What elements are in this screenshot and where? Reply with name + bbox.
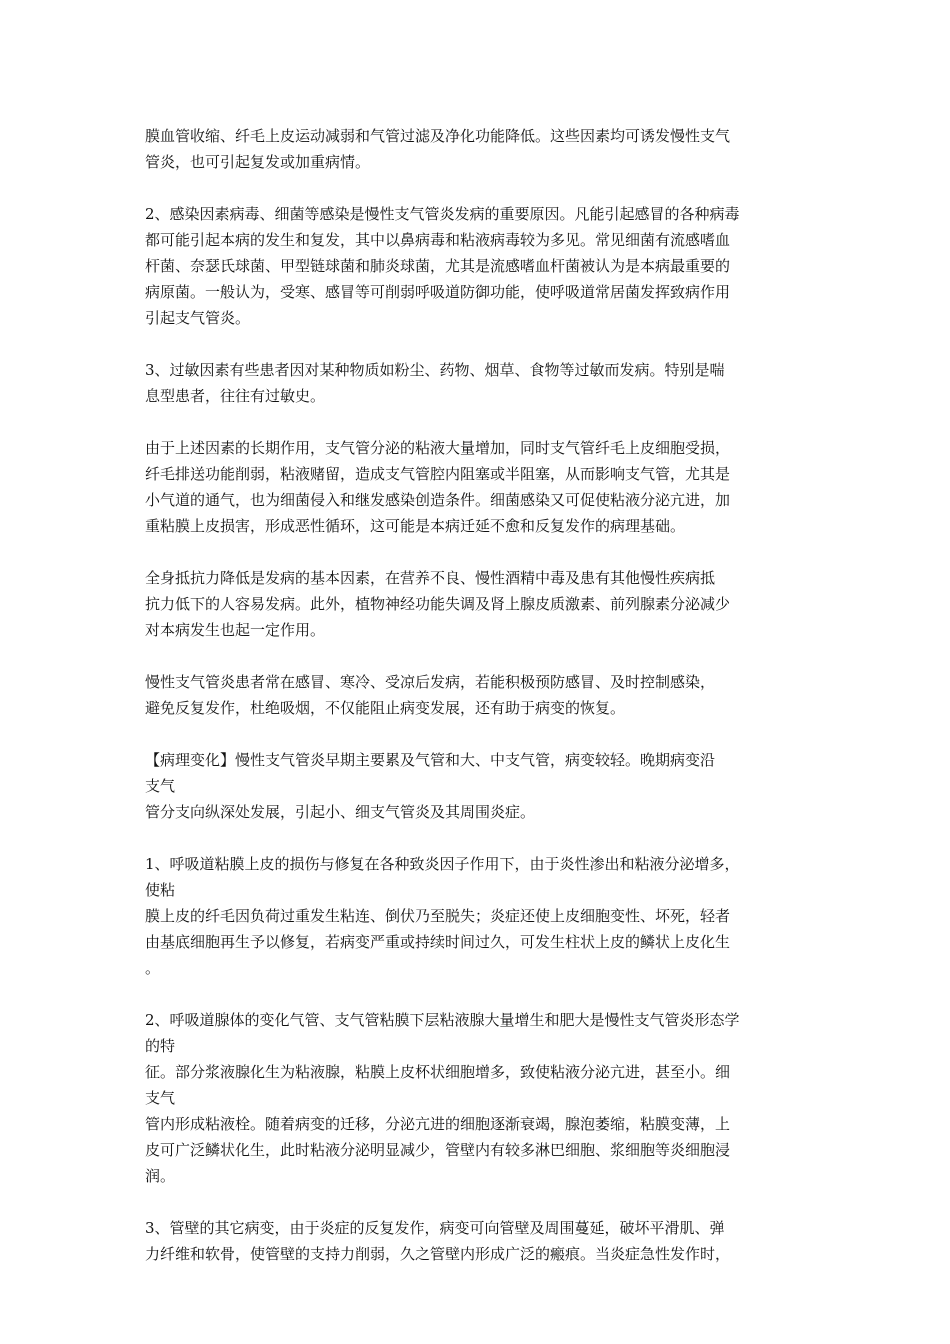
paragraph	[145, 1007, 813, 1189]
text-line: 2、呼吸道腺体的变化气管、支气管粘膜下层粘液腺大量增生和肥大是慢性支气管炎形态学	[145, 1011, 740, 1029]
text-line: 2、感染因素病毒、细菌等感染是慢性支气管炎发病的重要原因。凡能引起感冒的各种病毒	[145, 205, 740, 223]
paragraph	[145, 435, 813, 539]
text-line: 引起支气管炎。	[145, 309, 251, 327]
text-line: 3、过敏因素有些患者因对某种物质如粉尘、药物、烟草、食物等过敏而发病。特别是喘	[145, 361, 725, 379]
text-line: 全身抵抗力降低是发病的基本因素，在营养不良、慢性酒精中毒及患有其他慢性疾病抵	[145, 569, 716, 587]
text-line: 纤毛排送功能削弱，粘液赌留，造成支气管腔内阻塞或半阻塞，从而影响支气管，尤其是	[145, 465, 731, 483]
text-line: 支气	[145, 777, 176, 795]
text-line: 使粘	[145, 881, 176, 899]
paragraph	[145, 357, 813, 409]
text-line: 膜上皮的纤毛因负荷过重发生粘连、倒伏乃至脱失；炎症还使上皮细胞变性、坏死，轻者	[145, 907, 731, 925]
text-line: 慢性支气管炎患者常在感冒、寒冷、受凉后发病，若能积极预防感冒、及时控制感染，	[145, 673, 716, 691]
text-line: 膜血管收缩、纤毛上皮运动减弱和气管过滤及净化功能降低。这些因素均可诱发慢性支气	[145, 127, 731, 145]
text-line: 1、呼吸道粘膜上皮的损伤与修复在各种致炎因子作用下，由于炎性渗出和粘液分泌增多，	[145, 855, 740, 873]
text-line: 息型患者，往往有过敏史。	[145, 387, 326, 405]
text-line: 抗力低下的人容易发病。此外，植物神经功能失调及肾上腺皮质激素、前列腺素分泌减少	[145, 595, 731, 613]
paragraph	[145, 669, 813, 721]
text-line: 管分支向纵深处发展，引起小、细支气管炎及其周围炎症。	[145, 803, 536, 821]
text-line: 管炎，也可引起复发或加重病情。	[145, 153, 371, 171]
text-line: 管内形成粘液栓。随着病变的迁移，分泌亢进的细胞逐渐衰竭，腺泡萎缩，粘膜变薄，上	[145, 1115, 731, 1133]
text-line: 皮可广泛鳞状化生，此时粘液分泌明显减少，管壁内有较多淋巴细胞、浆细胞等炎细胞浸	[145, 1141, 731, 1159]
text-line: 由基底细胞再生予以修复，若病变严重或持续时间过久，可发生柱状上皮的鳞状上皮化生	[145, 933, 731, 951]
text-line: 征。部分浆液腺化生为粘液腺，粘膜上皮杯状细胞增多，致使粘液分泌亢进，甚至小。细	[145, 1063, 731, 1081]
text-line: 支气	[145, 1089, 176, 1107]
text-line: 3、管壁的其它病变，由于炎症的反复发作，病变可向管壁及周围蔓延，破坏平滑肌、弹	[145, 1219, 725, 1237]
text-line: 润。	[145, 1167, 176, 1185]
text-line: 避免反复发作，杜绝吸烟，不仅能阻止病变发展，还有助于病变的恢复。	[145, 699, 626, 717]
text-line: 小气道的通气，也为细菌侵入和继发感染创造条件。细菌感染又可促使粘液分泌亢进，加	[145, 491, 731, 509]
paragraph	[145, 565, 813, 643]
paragraph	[145, 201, 813, 331]
paragraph	[145, 1215, 813, 1267]
text-line: 重粘膜上皮损害，形成恶性循环，这可能是本病迁延不愈和反复发作的病理基础。	[145, 517, 686, 535]
text-line: 力纤维和软骨，使管壁的支持力削弱，久之管壁内形成广泛的瘢痕。当炎症急性发作时，	[145, 1245, 731, 1263]
text-line: 【病理变化】慢性支气管炎早期主要累及气管和大、中支气管，病变较轻。晚期病变沿	[145, 751, 716, 769]
paragraph	[145, 747, 813, 825]
text-line: 。	[145, 959, 161, 977]
text-line: 由于上述因素的长期作用，支气管分泌的粘液大量增加，同时支气管纤毛上皮细胞受损，	[145, 439, 731, 457]
text-line: 都可能引起本病的发生和复发，其中以鼻病毒和粘液病毒较为多见。常见细菌有流感嗜血	[145, 231, 731, 249]
text-line: 杆菌、奈瑟氏球菌、甲型链球菌和肺炎球菌，尤其是流感嗜血杆菌被认为是本病最重要的	[145, 257, 731, 275]
paragraph	[145, 851, 813, 981]
paragraph	[145, 123, 813, 175]
text-line: 对本病发生也起一定作用。	[145, 621, 326, 639]
document-body	[145, 123, 813, 1293]
text-line: 的特	[145, 1037, 176, 1055]
text-line: 病原菌。一般认为，受寒、感冒等可削弱呼吸道防御功能，使呼吸道常居菌发挥致病作用	[145, 283, 731, 301]
